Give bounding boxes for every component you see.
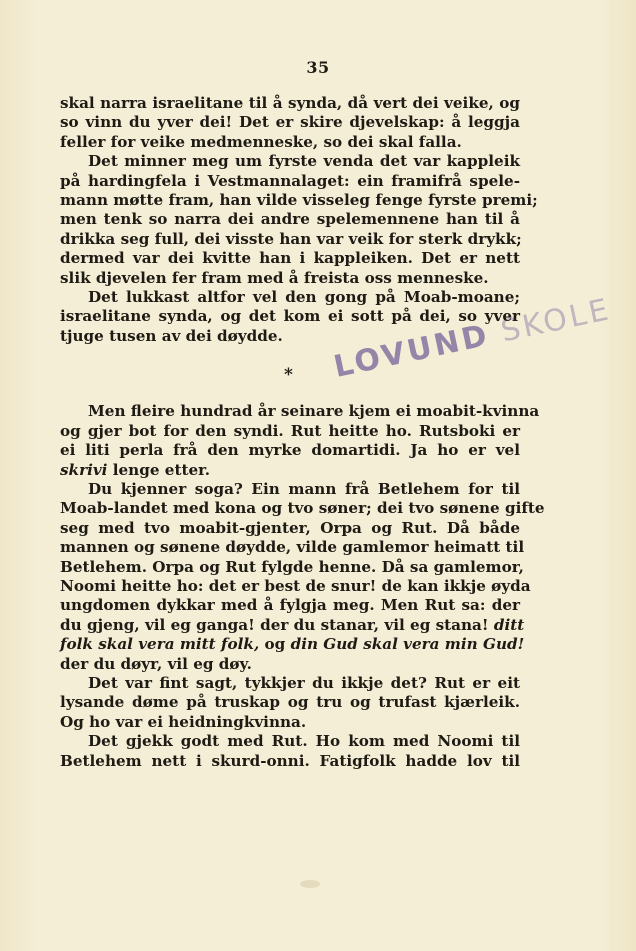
text-fragment: du gjeng, vil eg ganga! der du stanar, vil eg stana! xyxy=(60,615,489,634)
paragraph xyxy=(60,479,545,674)
paragraph xyxy=(60,402,540,480)
text-line: lysande døme på truskap og tru og trufast kjærleik. xyxy=(60,693,520,712)
text-line: Betlehem. Orpa og Rut fylgde henne. Då sa gamlemor, xyxy=(60,557,524,576)
italic-word: skrivi xyxy=(60,460,108,479)
text-line: feller for veike medmenneske, so dei skal falla. xyxy=(60,132,462,151)
text-line: mann møtte fram, han vilde visseleg fenge fyrste premi; xyxy=(60,191,538,210)
italic-fragment: ditt xyxy=(493,615,525,634)
print-bleed-mark xyxy=(300,880,320,888)
text-line xyxy=(60,461,520,480)
stamp-word-1: LOVUND xyxy=(330,317,493,385)
text-line: Men fleire hundrad år seinare kjem ei moabit-kvinna xyxy=(88,402,540,421)
text-line: Noomi heitte ho: det er best de snur! de kan ikkje øyda xyxy=(60,576,531,595)
paragraph xyxy=(60,152,538,288)
italic-fragment: din Gud skal vera min Gud! xyxy=(290,635,525,654)
text-line: Det minner meg um fyrste venda det var kappleik xyxy=(88,152,520,171)
text-line: på hardingfela i Vestmannalaget: ein framifrå spele- xyxy=(60,171,520,190)
text-line: ei liti perla frå den myrke domartidi. Ja ho er vel xyxy=(60,441,520,460)
italic-fragment: folk skal vera mitt folk, xyxy=(60,635,260,654)
text-line: israelitane synda, og det kom ei sott på dei, so yver xyxy=(60,307,520,326)
text-line: Det var fint sagt, tykkjer du ikkje det? Rut er eit xyxy=(88,673,520,692)
text-fragment: og xyxy=(264,635,286,654)
paragraph xyxy=(60,94,520,152)
text-line: so vinn du yver dei! Det er skire djevelskap: å leggja xyxy=(60,113,520,132)
page-number: 35 xyxy=(306,58,330,77)
text-line: tjuge tusen av dei døydde. xyxy=(60,326,283,345)
stamp-word-2: SKOLE xyxy=(497,292,615,350)
text-line: slik djevelen fer fram med å freista oss menneske. xyxy=(60,268,489,287)
text-line: skal narra israelitane til å synda, då vert dei veike, og xyxy=(60,94,520,112)
text-line: men tenk so narra dei andre spelemennene han til å xyxy=(60,210,520,229)
text-line xyxy=(60,615,525,635)
text-line: drikka seg full, dei visste han var veik for sterk drykk; xyxy=(60,229,522,248)
text-line: og gjer bot for den syndi. Rut heitte ho. Rutsboki er xyxy=(60,421,520,440)
paragraph xyxy=(60,732,520,771)
text-line: mannen og sønene døydde, vilde gamlemor heimatt til xyxy=(60,538,525,557)
text-line xyxy=(60,635,525,654)
text-line: seg med tvo moabit-gjenter, Orpa og Rut. Då både xyxy=(60,518,520,537)
text-line: ungdomen dykkar med å fylgja meg. Men Rut sa: der xyxy=(60,596,520,615)
section-separator xyxy=(60,346,520,402)
text-line: dermed var dei kvitte han i kappleiken. Det er nett xyxy=(60,249,520,268)
text-line: Betlehem nett i skurd-onni. Fatigfolk hadde lov til xyxy=(60,751,520,770)
separator-asterisk: * xyxy=(284,365,293,386)
text-line: Moab-landet med kona og tvo søner; dei tvo sønene gifte xyxy=(60,499,545,518)
text-fragment: lenge etter. xyxy=(112,460,211,479)
paragraph xyxy=(60,288,520,346)
text-line: Det lukkast altfor vel den gong på Moab-moane; xyxy=(88,288,520,307)
text-line: Og ho var ei heidningkvinna. xyxy=(60,712,307,731)
text-line: Det gjekk godt med Rut. Ho kom med Noomi til xyxy=(88,732,520,751)
text-line: der du døyr, vil eg døy. xyxy=(60,654,252,673)
text-line: Du kjenner soga? Ein mann frå Betlehem for til xyxy=(88,479,520,498)
paragraph xyxy=(60,674,520,732)
body-text xyxy=(60,94,545,771)
